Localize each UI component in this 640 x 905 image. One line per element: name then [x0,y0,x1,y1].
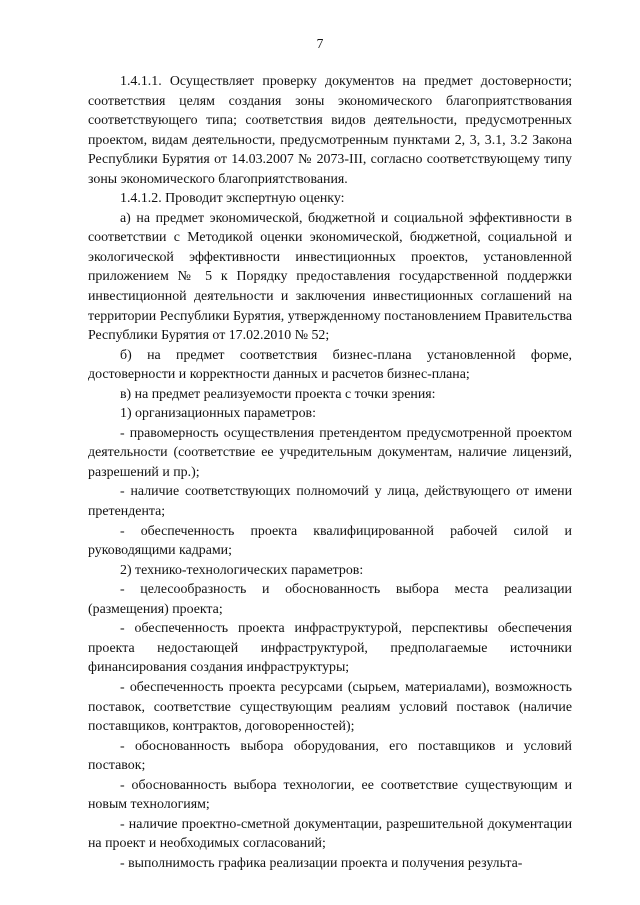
page-number: 7 [316,36,324,51]
list-item: - обоснованность выбора технологии, ее соответствие существующим и новым технологиям; [88,777,572,813]
list-item: - правомерность осуществления претендентом предусмотренной проектом деятельности (соответствие ее учредительным документам, наличие лицензий, разрешений и пр.); [88,425,572,480]
paragraph-1-4-1-2: 1.4.1.2. Проводит экспертную оценку: [120,191,345,207]
list-item: - обеспеченность проекта квалифицированной рабочей силой и руководящими кадрами; [88,523,572,559]
paragraph-item-v: в) на предмет реализуемости проекта с точки зрения: [120,386,436,402]
paragraph-technical-parameters: 2) технико-технологических параметров: [120,562,364,578]
paragraph-organizational-parameters: 1) организационных параметров: [120,406,316,422]
document-body [88,72,572,873]
paragraph-item-a: а) на предмет экономической, бюджетной и социальной эффективности в соответствии с Методикой оценки экономической, бюджетной, социальной и экологической эффективности инвестиционных проектов, установленной приложением № 5 к Порядку предоставления государственной поддержки инвестиционной деятельности и заключения инвестиционных соглашений на территории Республики Бурятия, утвержденному постановлением Правительства Республики Бурятия от 17.02.2010 № 52; [88,210,572,344]
paragraph-item-b: б) на предмет соответствия бизнес-плана установленной форме, достоверности и корректности данных и расчетов бизнес-плана; [88,347,572,383]
list-item: - обеспеченность проекта ресурсами (сырьем, материалами), возможность поставок, соответствие существующим реалиям условий поставок (наличие поставщиков, контрактов, договоренностей); [88,679,572,735]
list-item: - наличие проектно-сметной документации, разрешительной документации на проект и необходимых согласований; [88,816,572,852]
list-item: - обеспеченность проекта инфраструктурой, перспективы обеспечения проекта недостающей инфраструктурой, предполагаемые источники финансирования создания инфраструктуры; [88,621,572,676]
list-item: - наличие соответствующих полномочий у лица, действующего от имени претендента; [88,484,572,520]
list-item: - выполнимость графика реализации проекта и получения результа- [120,855,523,871]
list-item: - целесообразность и обоснованность выбора места реализации (размещения) проекта; [88,582,572,617]
paragraph-1-4-1-1: 1.4.1.1. Осуществляет проверку документов на предмет достоверности; соответствия целям создания зоны экономического благоприятствования соответствующего типа; соответствия видов деятельности, предусмотренных проектом, видам деятельности, предусмотренным пунктами 2, 3, 3.1, 3.2 Закона Республики Бурятия от 14.03.2007 № 2073-III, согласно соответствующему типу зоны экономического благоприятствования. [88,74,572,187]
list-item: - обоснованность выбора оборудования, его поставщиков и условий поставок; [88,738,572,774]
